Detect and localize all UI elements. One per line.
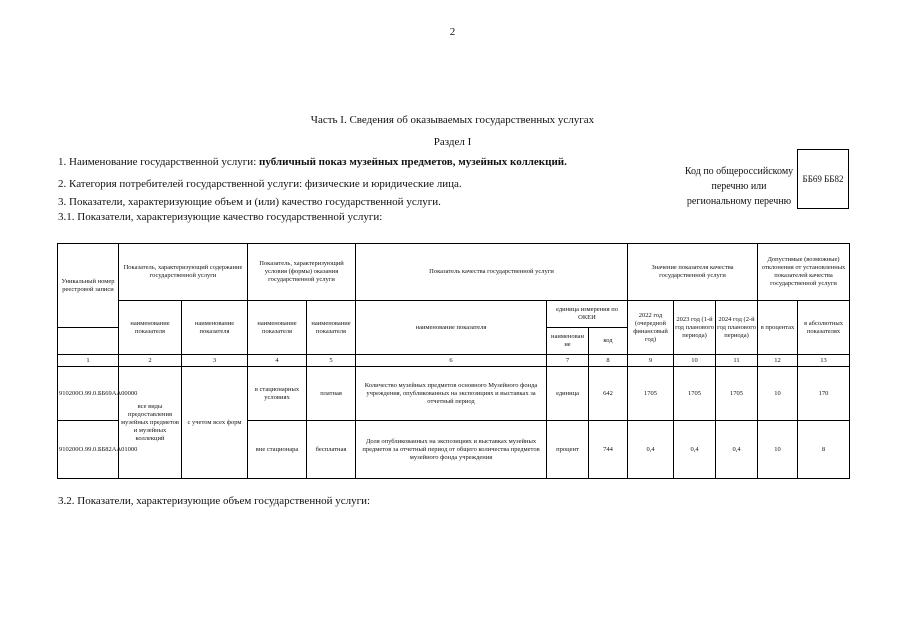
header-2023: 2023 год (1-й год планового периода) bbox=[674, 301, 716, 355]
col-num: 7 bbox=[547, 355, 589, 367]
service-name-value: публичный показ музейных предметов, музейных коллекций. bbox=[259, 156, 567, 168]
row-id: 910200О.99.0.ББ82АА01000 bbox=[58, 421, 119, 479]
consumer-category: 2. Категория потребителей государственной услуги: физические и юридические лица. bbox=[58, 178, 462, 190]
condition-value-1: вне стационара bbox=[248, 421, 307, 479]
section-title: Раздел I bbox=[433, 136, 472, 148]
value-2023: 0,4 bbox=[674, 421, 716, 479]
header-condition-name-2: наименование показателя bbox=[307, 301, 356, 355]
part-title: Часть I. Сведения об оказываемых государственных услугах bbox=[310, 114, 595, 126]
value-2022: 0,4 bbox=[628, 421, 674, 479]
col-num: 11 bbox=[716, 355, 758, 367]
header-deviation: Допустимые (возможные) отклонения от установленных показателей качества государственной услуги bbox=[758, 244, 850, 301]
deviation-percent: 10 bbox=[758, 421, 798, 479]
header-indicator-name: наименование показателя bbox=[356, 301, 547, 355]
code-value: ББ69 ББ82 bbox=[797, 149, 849, 209]
service-name-line bbox=[58, 156, 567, 168]
col-num: 6 bbox=[356, 355, 547, 367]
unit-name: единица bbox=[547, 367, 589, 421]
col-num: 9 bbox=[628, 355, 674, 367]
header-condition-name-1: наименование показателя bbox=[248, 301, 307, 355]
column-numbers-row bbox=[58, 355, 850, 367]
service-name-label: 1. Наименование государственной услуги: bbox=[58, 156, 260, 168]
header-unique-number: Уникальный номер реестровой записи bbox=[58, 244, 119, 328]
header-unit-name: наименован ие bbox=[547, 328, 589, 355]
header-percent: в процентах bbox=[758, 301, 798, 355]
col-num: 10 bbox=[674, 355, 716, 367]
deviation-percent: 10 bbox=[758, 367, 798, 421]
header-first-column-continued bbox=[58, 328, 119, 355]
volume-indicators-heading: 3.2. Показатели, характеризующие объем государственной услуги: bbox=[58, 495, 371, 507]
col-num: 13 bbox=[798, 355, 850, 367]
condition-value-2: бесплатная bbox=[307, 421, 356, 479]
col-num: 2 bbox=[119, 355, 182, 367]
col-num: 12 bbox=[758, 355, 798, 367]
unit-code: 642 bbox=[589, 367, 628, 421]
indicator-name: Количество музейных предметов основного Музейного фонда учреждения, опубликованных на экспозициях и выставках за отчетный период bbox=[356, 367, 547, 421]
col-num: 4 bbox=[248, 355, 307, 367]
code-label: Код по общероссийскому перечню или региональному перечню bbox=[684, 166, 794, 207]
col-num: 8 bbox=[589, 355, 628, 367]
value-2022: 1705 bbox=[628, 367, 674, 421]
deviation-absolute: 8 bbox=[798, 421, 850, 479]
row-id: 910200О.99.0.ББ69АА00000 bbox=[58, 367, 119, 421]
header-value: Значение показателя качества государственной услуги bbox=[628, 244, 758, 301]
indicators-heading: 3. Показатели, характеризующие объем и (или) качество государственной услуги. bbox=[58, 196, 441, 208]
header-unit-code: код bbox=[589, 328, 628, 355]
page-number: 2 bbox=[449, 26, 456, 38]
col-num: 1 bbox=[58, 355, 119, 367]
value-2024: 1705 bbox=[716, 367, 758, 421]
indicator-name: Доля опубликованных на экспозициях и выставках музейных предметов за отчетный период от общего количества предметов музейного фонда учреждения bbox=[356, 421, 547, 479]
header-quality: Показатель качества государственной услуги bbox=[356, 244, 628, 301]
deviation-absolute: 170 bbox=[798, 367, 850, 421]
quality-table bbox=[57, 243, 850, 479]
content-value-2: с учетом всех форм bbox=[182, 367, 248, 479]
condition-value-1: в стационарных условиях bbox=[248, 367, 307, 421]
header-2024: 2024 год (2-й год планового периода) bbox=[716, 301, 758, 355]
condition-value-2: платная bbox=[307, 367, 356, 421]
col-num: 3 bbox=[182, 355, 248, 367]
header-content: Показатель, характеризующий содержание государственной услуги bbox=[119, 244, 248, 301]
header-content-name-1: наименование показателя bbox=[119, 301, 182, 355]
header-conditions: Показатель, характеризующий условия (формы) оказания государственной услуги bbox=[248, 244, 356, 301]
table-row bbox=[58, 367, 850, 421]
header-absolute: в абсолютных показателях bbox=[798, 301, 850, 355]
header-2022: 2022 год (очередной финансовый год) bbox=[628, 301, 674, 355]
header-unit: единица измерения по ОКЕИ bbox=[547, 301, 628, 328]
header-content-name-2: наименование показателя bbox=[182, 301, 248, 355]
content-value-1: все виды предоставления музейных предметов и музейных коллекций bbox=[119, 367, 182, 479]
col-num: 5 bbox=[307, 355, 356, 367]
value-2024: 0,4 bbox=[716, 421, 758, 479]
unit-code: 744 bbox=[589, 421, 628, 479]
quality-indicators-heading: 3.1. Показатели, характеризующие качество государственной услуги: bbox=[58, 211, 383, 223]
value-2023: 1705 bbox=[674, 367, 716, 421]
unit-name: процент bbox=[547, 421, 589, 479]
